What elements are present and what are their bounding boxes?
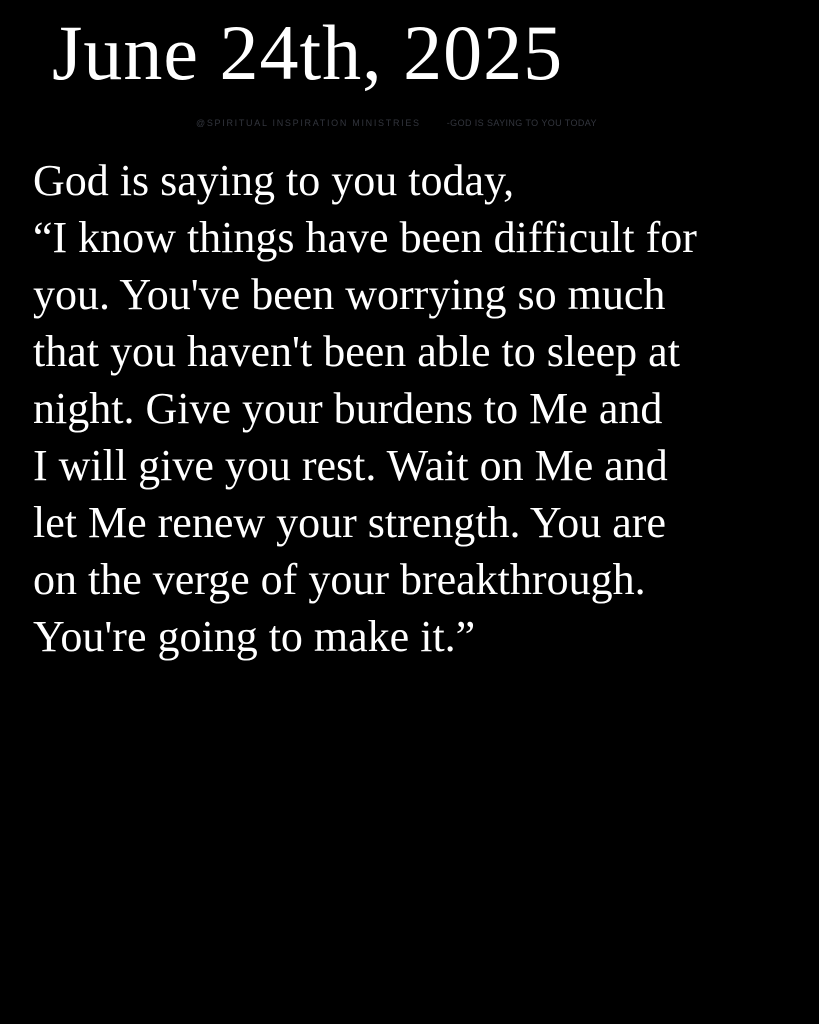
quote-line: you. You've been worrying so much	[33, 270, 666, 319]
quote-body	[33, 152, 819, 665]
quote-line: You're going to make it.”	[33, 612, 476, 661]
quote-line: “I know things have been difficult for	[33, 213, 697, 262]
quote-line: I will give you rest. Wait on Me and	[33, 441, 668, 490]
credits-row	[196, 118, 597, 128]
quote-line: God is saying to you today,	[33, 156, 515, 205]
quote-line: that you haven't been able to sleep at	[33, 327, 680, 376]
credit-handle: @SPIRITUAL INSPIRATION MINISTRIES	[196, 118, 421, 128]
credit-tagline: -GOD IS SAYING TO YOU TODAY	[446, 118, 597, 128]
quote-line: let Me renew your strength. You are	[33, 498, 666, 547]
date-title: June 24th, 2025	[52, 9, 564, 96]
quote-line: night. Give your burdens to Me and	[33, 384, 663, 433]
quote-line: on the verge of your breakthrough.	[33, 555, 646, 604]
